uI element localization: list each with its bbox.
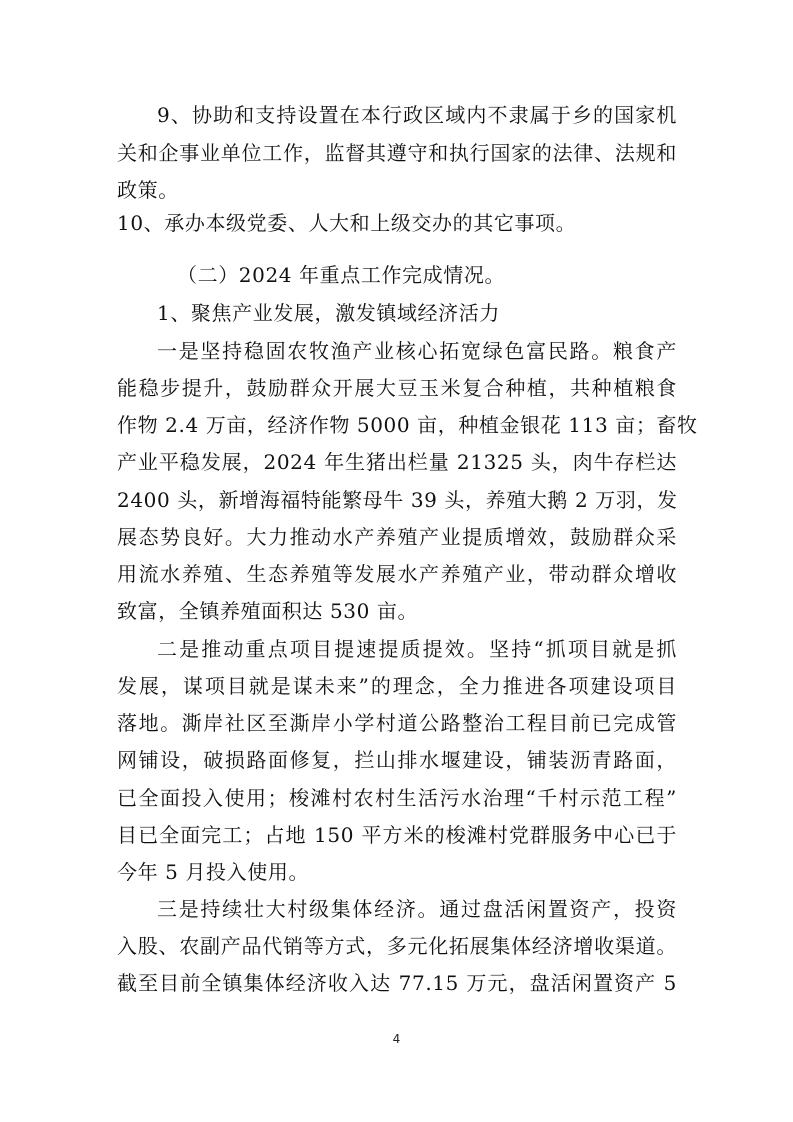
paragraph-line: 政策。 <box>117 178 179 202</box>
paragraph-line: 已全面投入使用；梭滩村农村生活污水治理“千村示范工程” <box>117 786 677 810</box>
paragraph-line: 产业平稳发展，2024 年生猪出栏量 21325 头，肉牛存栏达 <box>117 450 677 474</box>
paragraph-line: 今年 5 月投入使用。 <box>117 860 310 884</box>
paragraph-line: 落地。澌岸社区至澌岸小学村道公路整治工程目前已完成管 <box>117 711 677 735</box>
subsection-heading: 1、聚焦产业发展，激发镇域经济活力 <box>157 301 500 325</box>
paragraph-line: 三是持续壮大村级集体经济。通过盘活闲置资产，投资 <box>157 897 677 921</box>
paragraph-line: 10、承办本级党委、人大和上级交办的其它事项。 <box>117 211 577 235</box>
paragraph-line: 目已全面完工；占地 150 平方米的梭滩村党群服务中心已于 <box>117 823 677 847</box>
paragraph-line: 截至目前全镇集体经济收入达 77.15 万元，盘活闲置资产 5 <box>117 971 677 995</box>
page-number: 4 <box>392 1032 401 1046</box>
paragraph-line: 二是推动重点项目提速提质提效。坚持“抓项目就是抓 <box>157 637 677 661</box>
paragraph-line: 发展，谋项目就是谋未来”的理念，全力推进各项建设项目 <box>117 674 677 698</box>
paragraph-line: 致富，全镇养殖面积达 530 亩。 <box>117 599 419 623</box>
paragraph-line: 展态势良好。大力推动水产养殖产业提质增效，鼓励群众采 <box>117 525 677 549</box>
section-heading: （二）2024 年重点工作完成情况。 <box>177 263 506 287</box>
paragraph-line: 一是坚持稳固农牧渔产业核心拓宽绿色富民路。粮食产 <box>157 339 677 363</box>
paragraph-line: 9、协助和支持设置在本行政区域内不隶属于乡的国家机 <box>157 103 677 127</box>
paragraph-line: 作物 2.4 万亩，经济作物 5000 亩，种植金银花 113 亩；畜牧 <box>117 413 698 437</box>
paragraph-line: 能稳步提升，鼓励群众开展大豆玉米复合种植，共种植粮食 <box>117 376 677 400</box>
paragraph-line: 关和企事业单位工作，监督其遵守和执行国家的法律、法规和 <box>117 141 677 165</box>
paragraph-line: 2400 头，新增海福特能繁母牛 39 头，养殖大鹅 2 万羽，发 <box>117 488 678 512</box>
paragraph-line: 网铺设，破损路面修复，拦山排水堰建设，铺装沥青路面， <box>117 748 677 772</box>
paragraph-line: 入股、农副产品代销等方式，多元化拓展集体经济增收渠道。 <box>117 934 677 958</box>
paragraph-line: 用流水养殖、生态养殖等发展水产养殖产业，带动群众增收 <box>117 562 677 586</box>
